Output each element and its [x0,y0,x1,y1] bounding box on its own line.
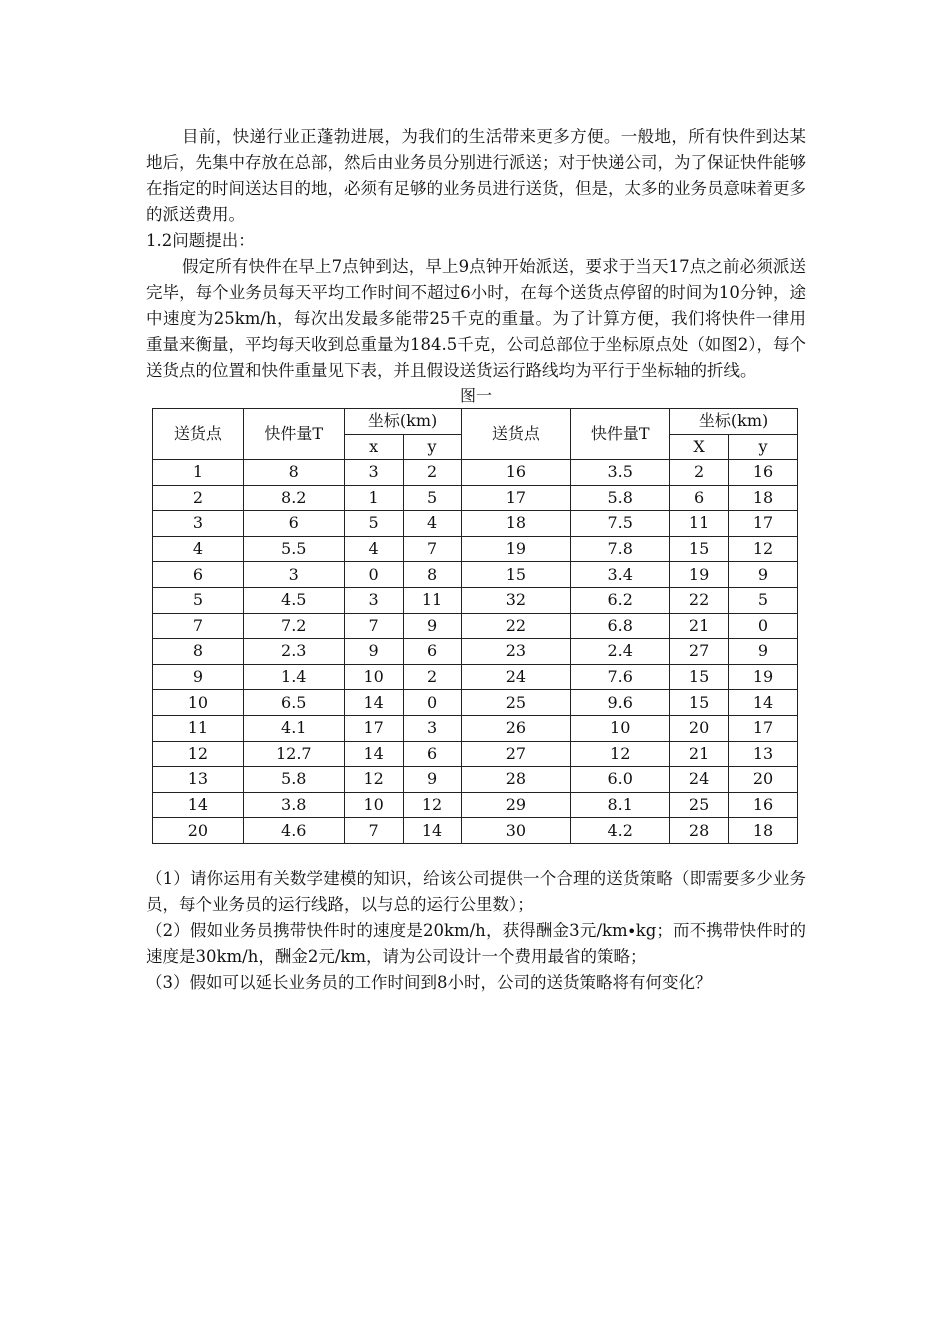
table-row [153,715,798,741]
table-cell: 18 [729,818,798,844]
table-cell: 15 [670,664,729,690]
table-cell: 8 [403,562,461,588]
table-cell: 25 [670,792,729,818]
table-cell: 20 [670,715,729,741]
table-cell: 4 [344,536,403,562]
header-x-2: X [670,434,729,459]
table-cell: 21 [670,613,729,639]
table-cell: 6.8 [571,613,670,639]
table-cell: 5 [403,485,461,511]
table-cell: 17 [461,485,571,511]
table-cell: 8.1 [571,792,670,818]
table-cell: 23 [461,639,571,665]
table-cell: 15 [461,562,571,588]
table-cell: 22 [670,587,729,613]
table-cell: 9 [344,639,403,665]
table-row [153,562,798,588]
delivery-points-table [152,408,798,844]
header-y: y [403,434,461,459]
table-cell: 9 [729,562,798,588]
table-cell: 6 [403,741,461,767]
table-cell: 11 [670,511,729,537]
table-cell: 6 [403,639,461,665]
table-cell: 21 [670,741,729,767]
table-cell: 8 [153,639,244,665]
table-row [153,741,798,767]
document-page [146,124,806,996]
table-cell: 12 [153,741,244,767]
question-1: （1）请你运用有关数学建模的知识，给该公司提供一个合理的送货策略（即需要多少业务员，每个业务员的运行线路，以与总的运行公里数）； [146,868,806,914]
table-cell: 14 [403,818,461,844]
header-point: 送货点 [153,409,244,460]
header-coord-2: 坐标(km) [670,409,798,435]
table-cell: 28 [670,818,729,844]
table-cell: 3.4 [571,562,670,588]
table-cell: 7 [344,818,403,844]
question-3: （3）假如可以延长业务员的工作时间到8小时，公司的送货策略将有何变化？ [146,972,712,992]
table-cell: 3 [403,715,461,741]
table-cell: 5.8 [571,485,670,511]
table-cell: 4.5 [243,587,344,613]
table-cell: 8.2 [243,485,344,511]
table-cell: 4 [153,536,244,562]
table-row [153,460,798,486]
header-point-2: 送货点 [461,409,571,460]
table-cell: 13 [729,741,798,767]
problem-paragraph: 假定所有快件在早上7点钟到达，早上9点钟开始派送，要求于当天17点之前必须派送完毕，每个业务员每天平均工作时间不超过6小时，在每个送货点停留的时间为10分钟，途中速度为25km/h，每次出发最多能带25千克的重量。为了计算方便，我们将快件一律用重量来衡量，平均每天收到总重量为184.5千克，公司总部位于坐标原点处（如图2），每个送货点的位置和快件重量见下表，并且假设送货运行路线均为平行于坐标轴的折线。 [146,257,806,380]
table-cell: 14 [729,690,798,716]
header-x: x [344,434,403,459]
table-row [153,818,798,844]
table-cell: 5 [344,511,403,537]
table-cell: 7.6 [571,664,670,690]
table-cell: 6 [243,511,344,537]
table-cell: 22 [461,613,571,639]
table-cell: 7 [153,613,244,639]
table-row [153,690,798,716]
table-cell: 20 [153,818,244,844]
table-cell: 0 [729,613,798,639]
table-cell: 5 [729,587,798,613]
table-body [153,460,798,844]
table-cell: 16 [729,792,798,818]
table-cell: 5.8 [243,767,344,793]
table-cell: 29 [461,792,571,818]
table-cell: 6.5 [243,690,344,716]
table-cell: 11 [153,715,244,741]
table-cell: 1 [153,460,244,486]
table-cell: 17 [344,715,403,741]
table-cell: 18 [461,511,571,537]
table-cell: 8 [243,460,344,486]
table-row [153,587,798,613]
header-weight: 快件量T [243,409,344,460]
table-cell: 3 [243,562,344,588]
table-cell: 12.7 [243,741,344,767]
table-cell: 6 [670,485,729,511]
table-cell: 9 [153,664,244,690]
table-cell: 19 [670,562,729,588]
table-cell: 6.0 [571,767,670,793]
table-cell: 11 [403,587,461,613]
table-cell: 5.5 [243,536,344,562]
table-cell: 32 [461,587,571,613]
table-cell: 7.5 [571,511,670,537]
table-cell: 4 [403,511,461,537]
header-weight-2: 快件量T [571,409,670,460]
question-2: （2）假如业务员携带快件时的速度是20km/h，获得酬金3元/km∙kg；而不携带快件时的速度是30km/h，酬金2元/km，请为公司设计一个费用最省的策略； [146,920,806,966]
table-cell: 12 [729,536,798,562]
table-cell: 10 [344,792,403,818]
table-row [153,536,798,562]
table-cell: 2 [153,485,244,511]
table-cell: 12 [571,741,670,767]
table-cell: 27 [670,639,729,665]
table-row [153,511,798,537]
table-cell: 24 [670,767,729,793]
table-cell: 14 [344,690,403,716]
table-cell: 4.2 [571,818,670,844]
table-cell: 10 [344,664,403,690]
table-cell: 10 [153,690,244,716]
table-cell: 12 [344,767,403,793]
figure-caption: 图一 [459,386,492,405]
table-cell: 17 [729,511,798,537]
table-cell: 7.8 [571,536,670,562]
table-cell: 1 [344,485,403,511]
section-heading: 1.2问题提出： [146,231,255,250]
table-cell: 15 [670,536,729,562]
table-cell: 16 [729,460,798,486]
table-row [153,639,798,665]
intro-paragraph: 目前，快递行业正蓬勃进展，为我们的生活带来更多方便。一般地，所有快件到达某地后，先集中存放在总部，然后由业务员分别进行派送；对于快递公司，为了保证快件能够在指定的时间送达目的地，必须有足够的业务员进行送货，但是，太多的业务员意味着更多的派送费用。 [146,127,806,224]
table-cell: 15 [670,690,729,716]
table-cell: 30 [461,818,571,844]
table-cell: 3 [344,460,403,486]
table-cell: 6.2 [571,587,670,613]
table-cell: 9 [403,767,461,793]
table-cell: 7 [344,613,403,639]
table-row [153,792,798,818]
table-cell: 7.2 [243,613,344,639]
table-cell: 9 [729,639,798,665]
table-cell: 9 [403,613,461,639]
table-cell: 0 [344,562,403,588]
table-cell: 1.4 [243,664,344,690]
table-cell: 16 [461,460,571,486]
table-cell: 2 [670,460,729,486]
questions-list [146,866,806,996]
table-row [153,485,798,511]
table-cell: 13 [153,767,244,793]
table-cell: 14 [153,792,244,818]
table-row [153,767,798,793]
table-cell: 3 [344,587,403,613]
table-cell: 3.8 [243,792,344,818]
table-cell: 12 [403,792,461,818]
table-cell: 3 [153,511,244,537]
table-cell: 19 [729,664,798,690]
table-cell: 26 [461,715,571,741]
header-y-2: y [729,434,798,459]
table-cell: 4.6 [243,818,344,844]
table-cell: 2 [403,460,461,486]
table-cell: 2.3 [243,639,344,665]
table-cell: 9.6 [571,690,670,716]
table-cell: 28 [461,767,571,793]
table-cell: 19 [461,536,571,562]
table-cell: 7 [403,536,461,562]
table-cell: 24 [461,664,571,690]
table-cell: 5 [153,587,244,613]
table-row [153,613,798,639]
table-cell: 2.4 [571,639,670,665]
table-cell: 2 [403,664,461,690]
table-cell: 10 [571,715,670,741]
table-cell: 4.1 [243,715,344,741]
table-cell: 14 [344,741,403,767]
table-cell: 6 [153,562,244,588]
table-row [153,664,798,690]
table-cell: 18 [729,485,798,511]
table-cell: 17 [729,715,798,741]
table-cell: 0 [403,690,461,716]
table-cell: 25 [461,690,571,716]
header-coord: 坐标(km) [344,409,461,435]
table-cell: 27 [461,741,571,767]
table-cell: 3.5 [571,460,670,486]
table-cell: 20 [729,767,798,793]
